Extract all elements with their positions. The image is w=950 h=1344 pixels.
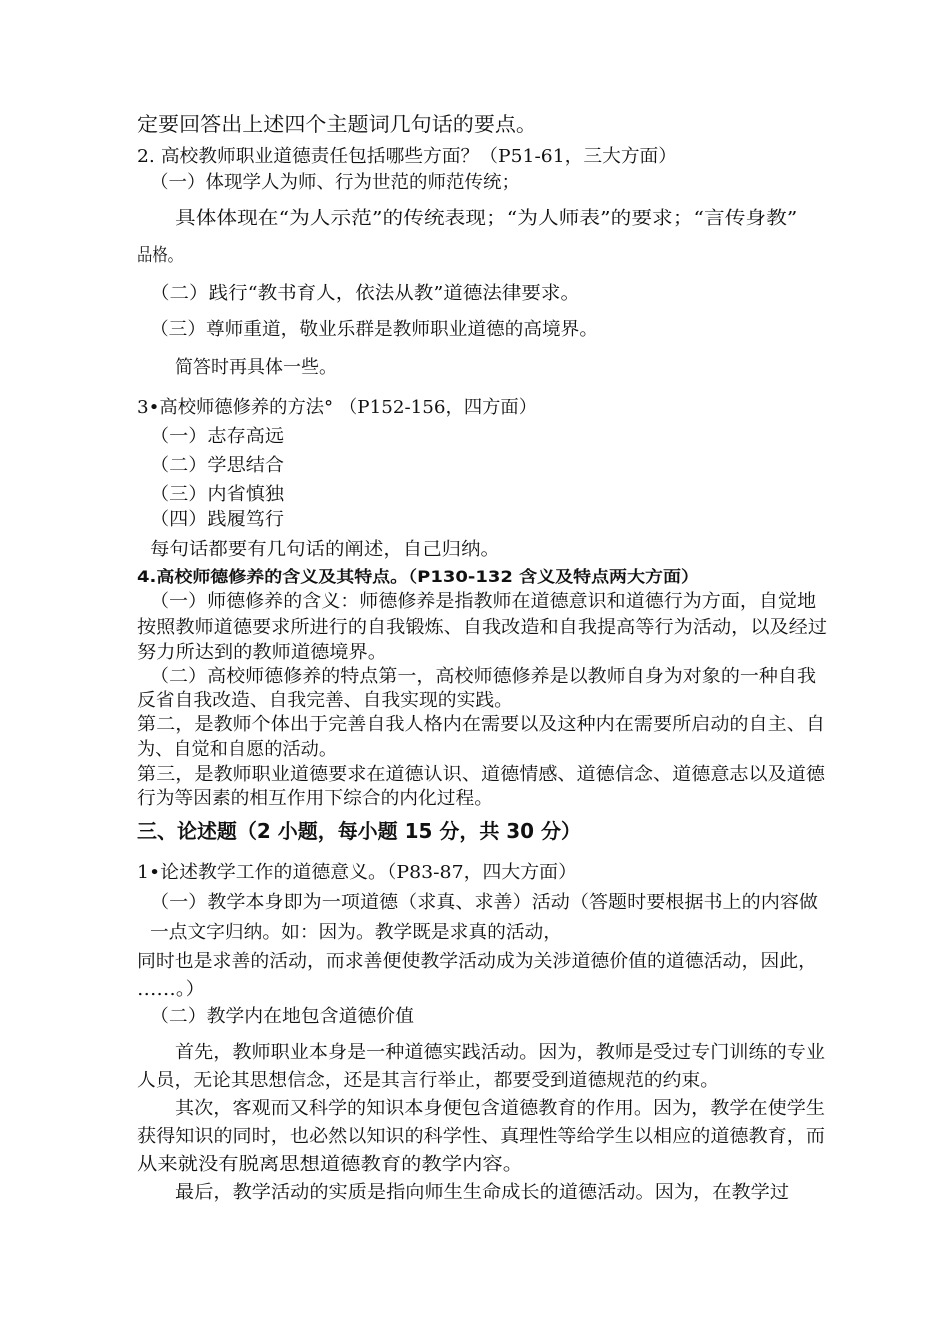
text-line: 获得知识的同时，也必然以知识的科学性、真理性等给学生以相应的道德教育，而 [137, 1126, 825, 1147]
text-line: 行为等因素的相互作用下综合的内化过程。 [137, 788, 493, 809]
question-heading: 3•高校师德修养的方法° （P152-156，四方面） [137, 397, 538, 418]
text-line: 第三，是教师职业道德要求在道德认识、道德情感、道德信念、道德意志以及道德 [137, 764, 825, 785]
text-line: 首先，教师职业本身是一种道德实践活动。因为，教师是受过专门训练的专业 [175, 1042, 826, 1063]
text-line: 从来就没有脱离思想道德教育的教学内容。 [137, 1154, 524, 1175]
text-line: 反省自我改造、自我完善、自我实现的实践。 [137, 690, 513, 711]
text-line: （二）教学内在地包含道德价值 [150, 1006, 414, 1027]
text-line: 具体体现在“为人示范”的传统表现；“为人师表”的要求；“言传身教” [175, 208, 798, 229]
text-line: 品格。 [137, 245, 184, 266]
question-heading: 4.高校师德修养的含义及其特点。（P130-132 含义及特点两大方面） [137, 567, 699, 586]
text-line: 同时也是求善的活动，而求善便使教学活动成为关涉道德价值的道德活动，因此， [137, 951, 818, 972]
text-line: （二）高校师德修养的特点第一，高校师德修养是以教师自身为对象的一种自我 [150, 666, 816, 687]
text-line: 一点文字归纳。如：因为。教学既是求真的活动， [150, 922, 562, 943]
text-line: （三）尊师重道，敬业乐群是教师职业道德的高境界。 [150, 319, 598, 340]
text-line: 其次，客观而又科学的知识本身便包含道德教育的作用。因为，教学在使学生 [175, 1098, 826, 1119]
text-line: 按照教师道德要求所进行的自我锻炼、自我改造和自我提高等行为活动，以及经过 [137, 617, 827, 638]
text-line: （三）内省慎独 [150, 484, 285, 505]
text-line: 人员，无论其思想信念，还是其言行举止，都要受到道德规范的约束。 [137, 1070, 719, 1091]
text-line: （二）践行“教书育人，依法从教”道德法律要求。 [150, 283, 580, 304]
text-line: ……。） [137, 979, 206, 1000]
question-heading: 2. 高校教师职业道德责任包括哪些方面？（P51-61，三大方面） [137, 146, 678, 167]
text-line: （一）体现学人为师、行为世范的师范传统； [150, 172, 521, 193]
text-line: 为、自觉和自愿的活动。 [137, 739, 337, 760]
text-line: （二）学思结合 [150, 455, 285, 476]
question-heading: 1•论述教学工作的道德意义。（P83-87，四大方面） [137, 862, 577, 883]
text-line: （一）师德修养的含义：师德修养是指教师在道德意识和道德行为方面，自觉地 [150, 591, 816, 612]
text-line: 定要回答出上述四个主题词几句话的要点。 [137, 112, 537, 136]
section-heading: 三、论述题（2 小题，每小题 15 分，共 30 分） [137, 819, 582, 843]
text-line: 第二，是教师个体出于完善自我人格内在需要以及这种内在需要所启动的自主、自 [137, 714, 825, 735]
text-line: 每句话都要有几句话的阐述，自己归纳。 [150, 539, 500, 560]
text-line: （一）教学本身即为一项道德（求真、求善）活动（答题时要根据书上的内容做 [150, 892, 818, 913]
text-line: 最后，教学活动的实质是指向师生生命成长的道德活动。因为，在教学过 [175, 1182, 790, 1203]
text-line: （一）志存高远 [150, 426, 285, 447]
text-line: 努力所达到的教师道德境界。 [137, 642, 388, 663]
text-line: （四）践履笃行 [150, 509, 285, 530]
text-line: 简答时再具体一些。 [175, 357, 337, 378]
